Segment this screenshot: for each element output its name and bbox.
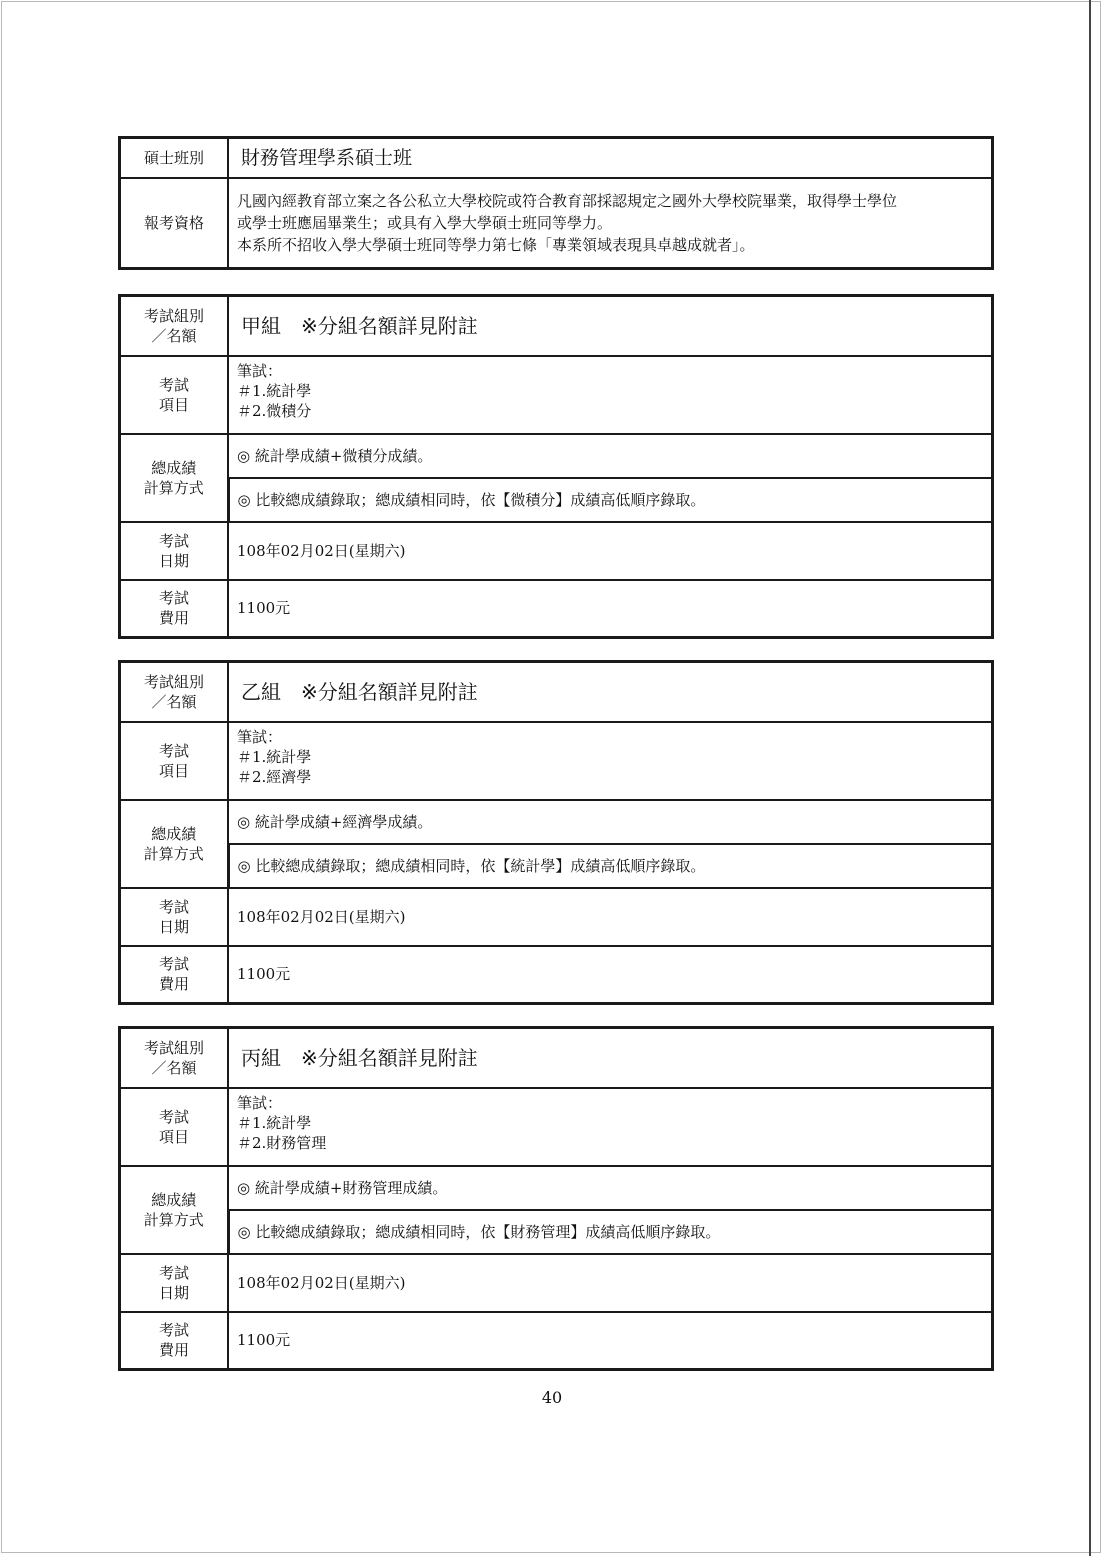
fee-label: 考試 費用 (120, 580, 229, 638)
score-label: 總成績 計算方式 (120, 1166, 229, 1254)
exam-fee: 1100元 (228, 580, 993, 638)
group-title: 乙組 ※分組名額詳見附註 (228, 662, 993, 722)
group-title: 丙組 ※分組名額詳見附註 (228, 1028, 993, 1088)
subjects-label: 考試 項目 (120, 1088, 229, 1166)
subjects-list: 筆試： ＃1.統計學 ＃2.微積分 (228, 356, 993, 434)
date-label: 考試 日期 (120, 888, 229, 946)
exam-date: 108年02月02日(星期六) (228, 888, 993, 946)
qualification-label: 報考資格 (120, 178, 229, 269)
score-formula: ◎ 統計學成績+財務管理成績。 (228, 1166, 993, 1210)
score-rule: ◎ 比較總成績錄取；總成績相同時，依【微積分】成績高低順序錄取。 (228, 478, 993, 522)
subjects-label: 考試 項目 (120, 356, 229, 434)
group-label: 考試組別 ／名額 (120, 296, 229, 356)
qualification-line: 或學士班應屆畢業生；或具有入學大學碩士班同等學力。 (237, 213, 613, 232)
group-table-bing (118, 1026, 994, 1371)
subjects-label: 考試 項目 (120, 722, 229, 800)
program-name: 財務管理學系碩士班 (228, 138, 993, 178)
score-formula: ◎ 統計學成績+微積分成績。 (228, 434, 993, 478)
group-label: 考試組別 ／名額 (120, 1028, 229, 1088)
group-title: 甲組 ※分組名額詳見附註 (228, 296, 993, 356)
exam-fee: 1100元 (228, 946, 993, 1004)
program-label: 碩士班別 (120, 138, 229, 178)
group-table-jia (118, 294, 994, 639)
date-label: 考試 日期 (120, 522, 229, 580)
program-info-table (118, 136, 994, 270)
exam-date: 108年02月02日(星期六) (228, 522, 993, 580)
group-table-yi (118, 660, 994, 1005)
qualification-line: 凡國內經教育部立案之各公私立大學校院或符合教育部採認規定之國外大學校院畢業，取得學士學位 (237, 191, 898, 210)
scan-edge-line (1089, 0, 1091, 1556)
fee-label: 考試 費用 (120, 1312, 229, 1370)
score-label: 總成績 計算方式 (120, 434, 229, 522)
score-rule: ◎ 比較總成績錄取；總成績相同時，依【統計學】成績高低順序錄取。 (228, 844, 993, 888)
date-label: 考試 日期 (120, 1254, 229, 1312)
qualification-line: 本系所不招收入學大學碩士班同等學力第七條「專業領域表現具卓越成就者」。 (237, 235, 755, 254)
subjects-list: 筆試： ＃1.統計學 ＃2.經濟學 (228, 722, 993, 800)
qualification-text (228, 178, 993, 269)
exam-fee: 1100元 (228, 1312, 993, 1370)
page-number: 40 (541, 1388, 563, 1407)
group-label: 考試組別 ／名額 (120, 662, 229, 722)
score-rule: ◎ 比較總成績錄取；總成績相同時，依【財務管理】成績高低順序錄取。 (228, 1210, 993, 1254)
score-formula: ◎ 統計學成績+經濟學成績。 (228, 800, 993, 844)
exam-date: 108年02月02日(星期六) (228, 1254, 993, 1312)
score-label: 總成績 計算方式 (120, 800, 229, 888)
fee-label: 考試 費用 (120, 946, 229, 1004)
subjects-list: 筆試： ＃1.統計學 ＃2.財務管理 (228, 1088, 993, 1166)
